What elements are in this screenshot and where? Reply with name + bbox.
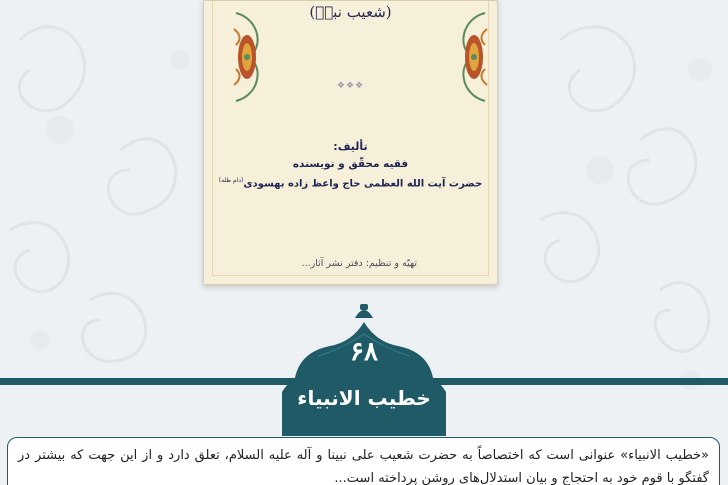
author-role: فقیه محقّق و نویسنده (292, 158, 409, 170)
book-separator: ❖❖❖ (336, 81, 365, 91)
chapter-title: خطیب الانبیاء (297, 386, 431, 410)
author-name-text: حضرت آیت الله العظمی حاج واعظ زاده بهسودی (243, 178, 483, 190)
publisher-note: تهیّه و تنظیم: دفتر نشر آثار... (301, 258, 417, 269)
chapter-number: ۶۸ (350, 337, 378, 367)
author-block (204, 140, 497, 189)
author-honorific: (دام ظله) (218, 177, 244, 184)
author-label: تألیف: (333, 140, 368, 153)
book-cover (203, 0, 498, 285)
book-subtitle: (شعیب نبیؑ) (309, 3, 392, 21)
description-box (7, 437, 720, 485)
title-banner (0, 300, 728, 440)
description-text: «خطیب الانبیاء» عنوانی است که اختصاصاً به حضرت شعیب علی نبینا و آله علیه السلام، تعلق دارد و از این جهت که بیشتر در گفتگو با قوم خود به احتجاج و بیان استدلال‌های روشن پرداخته است... (18, 448, 709, 485)
author-name (204, 177, 497, 189)
